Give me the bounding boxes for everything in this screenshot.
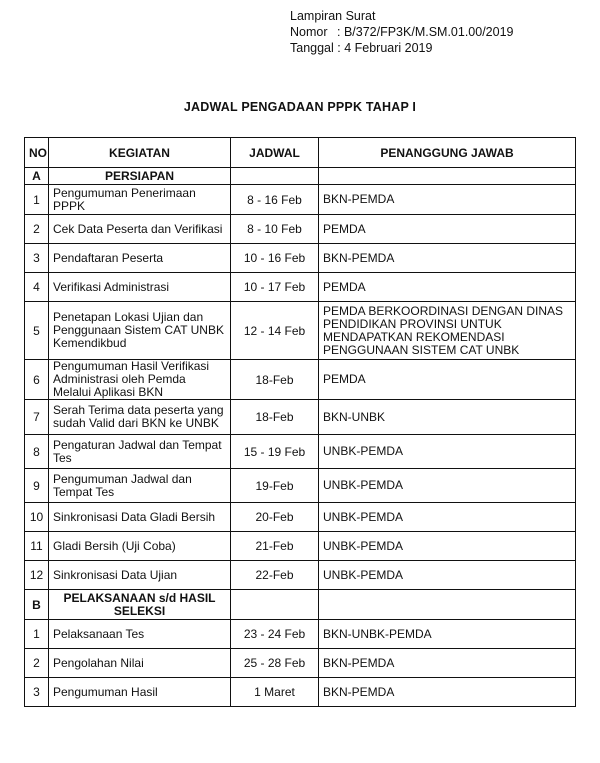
row-number: 4 — [25, 273, 49, 302]
table-row — [25, 185, 576, 215]
table-row — [25, 400, 576, 435]
row-kegiatan: Penetapan Lokasi Ujian dan Penggunaan Sistem CAT UNBK Kemendikbud — [49, 302, 231, 360]
row-number: 11 — [25, 532, 49, 561]
row-number: 7 — [25, 400, 49, 435]
row-number: 9 — [25, 469, 49, 503]
row-jadwal: 19-Feb — [231, 469, 319, 503]
row-number: 3 — [25, 244, 49, 273]
table-body — [25, 168, 576, 707]
table-row — [25, 302, 576, 360]
row-number: 1 — [25, 185, 49, 215]
row-penanggung-jawab: UNBK-PEMDA — [319, 435, 576, 469]
table-row — [25, 561, 576, 590]
row-jadwal: 12 - 14 Feb — [231, 302, 319, 360]
table-row — [25, 244, 576, 273]
row-number: 10 — [25, 503, 49, 532]
row-kegiatan: Pengumuman Jadwal dan Tempat Tes — [49, 469, 231, 503]
row-jadwal: 10 - 17 Feb — [231, 273, 319, 302]
row-kegiatan: Pengumuman Hasil — [49, 678, 231, 707]
section-name: PELAKSANAAN s/d HASIL SELEKSI — [49, 590, 231, 620]
row-kegiatan: Pengaturan Jadwal dan Tempat Tes — [49, 435, 231, 469]
row-kegiatan: Pengumuman Hasil Verifikasi Administrasi oleh Pemda Melalui Aplikasi BKN — [49, 360, 231, 400]
table-row — [25, 649, 576, 678]
section-empty-cell — [319, 168, 576, 185]
row-jadwal: 20-Feb — [231, 503, 319, 532]
row-kegiatan: Verifikasi Administrasi — [49, 273, 231, 302]
table-row — [25, 469, 576, 503]
row-jadwal: 15 - 19 Feb — [231, 435, 319, 469]
row-kegiatan: Pengolahan Nilai — [49, 649, 231, 678]
row-penanggung-jawab: PEMDA BERKOORDINASI DENGAN DINAS PENDIDIKAN PROVINSI UNTUK MENDAPATKAN REKOMENDASI PENGGUNAAN SISTEM CAT UNBK — [319, 302, 576, 360]
column-header-no: NO — [25, 138, 49, 168]
row-number: 5 — [25, 302, 49, 360]
row-jadwal: 22-Feb — [231, 561, 319, 590]
row-penanggung-jawab: BKN-UNBK — [319, 400, 576, 435]
tanggal-text: Tanggal : 4 Februari 2019 — [290, 41, 433, 55]
row-penanggung-jawab: BKN-PEMDA — [319, 185, 576, 215]
row-penanggung-jawab: BKN-PEMDA — [319, 649, 576, 678]
row-kegiatan: Sinkronisasi Data Gladi Bersih — [49, 503, 231, 532]
row-jadwal: 23 - 24 Feb — [231, 620, 319, 649]
row-jadwal: 25 - 28 Feb — [231, 649, 319, 678]
row-number: 3 — [25, 678, 49, 707]
row-penanggung-jawab: PEMDA — [319, 273, 576, 302]
table-row — [25, 620, 576, 649]
table-row — [25, 678, 576, 707]
row-penanggung-jawab: PEMDA — [319, 360, 576, 400]
row-penanggung-jawab: PEMDA — [319, 215, 576, 244]
row-number: 8 — [25, 435, 49, 469]
row-number: 6 — [25, 360, 49, 400]
row-kegiatan: Serah Terima data peserta yang sudah Valid dari BKN ke UNBK — [49, 400, 231, 435]
row-number: 1 — [25, 620, 49, 649]
row-kegiatan: Pendaftaran Peserta — [49, 244, 231, 273]
row-kegiatan: Sinkronisasi Data Ujian — [49, 561, 231, 590]
section-row — [25, 168, 576, 185]
section-empty-cell — [231, 168, 319, 185]
nomor-label: Nomor — [290, 25, 328, 39]
table-row — [25, 273, 576, 302]
nomor-line — [290, 24, 514, 40]
row-jadwal: 1 Maret — [231, 678, 319, 707]
row-jadwal: 8 - 10 Feb — [231, 215, 319, 244]
table-row — [25, 215, 576, 244]
column-header-kegiatan: KEGIATAN — [49, 138, 231, 168]
section-code: B — [25, 590, 49, 620]
section-code: A — [25, 168, 49, 185]
row-penanggung-jawab: BKN-PEMDA — [319, 678, 576, 707]
section-name: PERSIAPAN — [49, 168, 231, 185]
section-row — [25, 590, 576, 620]
row-kegiatan: Gladi Bersih (Uji Coba) — [49, 532, 231, 561]
row-number: 12 — [25, 561, 49, 590]
row-jadwal: 18-Feb — [231, 360, 319, 400]
row-penanggung-jawab: UNBK-PEMDA — [319, 561, 576, 590]
row-kegiatan: Pengumuman Penerimaan PPPK — [49, 185, 231, 215]
row-number: 2 — [25, 215, 49, 244]
row-number: 2 — [25, 649, 49, 678]
row-penanggung-jawab: UNBK-PEMDA — [319, 532, 576, 561]
row-kegiatan: Pelaksanaan Tes — [49, 620, 231, 649]
column-header-penanggung-jawab: PENANGGUNG JAWAB — [319, 138, 576, 168]
row-penanggung-jawab: UNBK-PEMDA — [319, 503, 576, 532]
column-header-jadwal: JADWAL — [231, 138, 319, 168]
table-header-row — [25, 138, 576, 168]
row-jadwal: 10 - 16 Feb — [231, 244, 319, 273]
row-jadwal: 18-Feb — [231, 400, 319, 435]
table-row — [25, 532, 576, 561]
lampiran-text: Lampiran Surat — [290, 9, 376, 23]
row-jadwal: 8 - 16 Feb — [231, 185, 319, 215]
table-row — [25, 503, 576, 532]
nomor-value: : B/372/FP3K/M.SM.01.00/2019 — [337, 25, 514, 39]
row-penanggung-jawab: BKN-PEMDA — [319, 244, 576, 273]
table-row — [25, 360, 576, 400]
row-kegiatan: Cek Data Peserta dan Verifikasi — [49, 215, 231, 244]
row-penanggung-jawab: BKN-UNBK-PEMDA — [319, 620, 576, 649]
table-row — [25, 435, 576, 469]
document-title: JADWAL PENGADAAN PPPK TAHAP I — [183, 100, 417, 114]
section-empty-cell — [231, 590, 319, 620]
row-penanggung-jawab: UNBK-PEMDA — [319, 469, 576, 503]
row-jadwal: 21-Feb — [231, 532, 319, 561]
letter-header — [290, 8, 514, 56]
schedule-table — [24, 137, 576, 707]
section-empty-cell — [319, 590, 576, 620]
